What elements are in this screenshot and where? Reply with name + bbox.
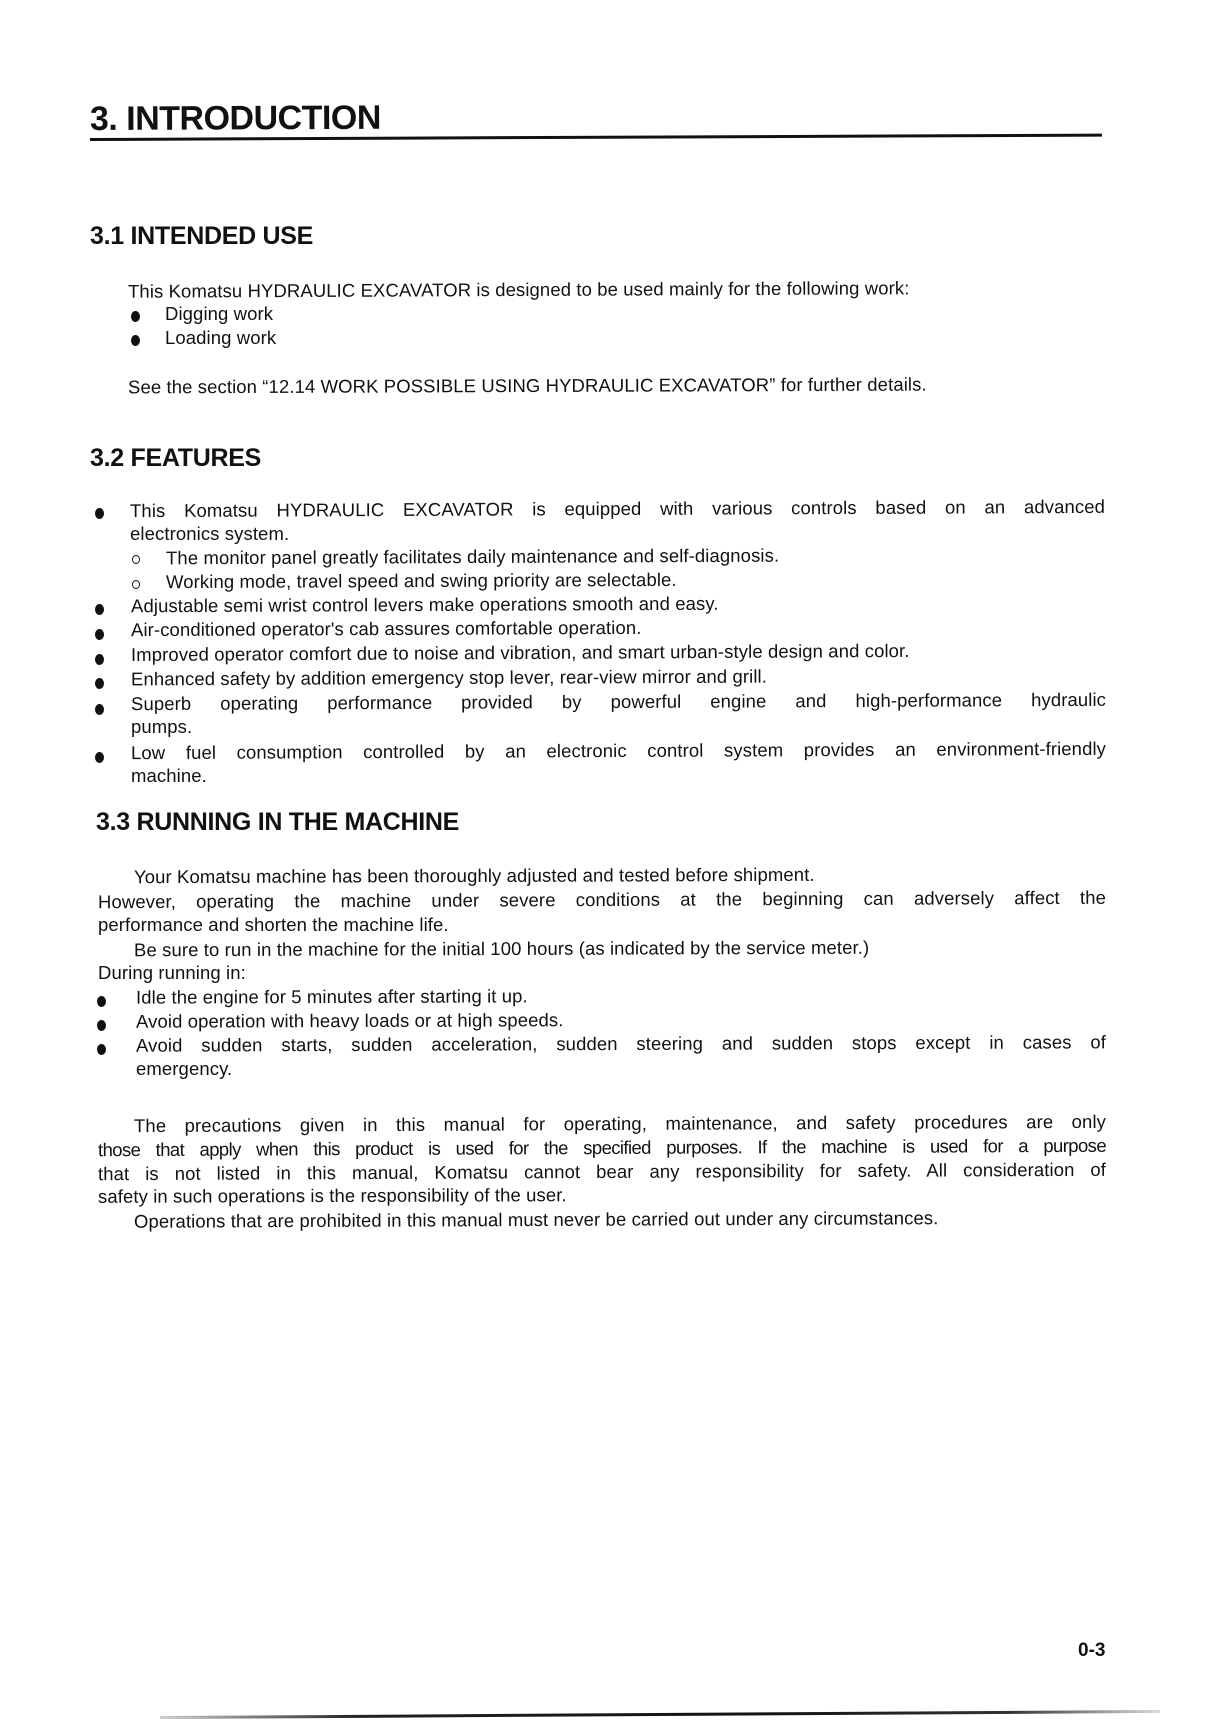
- feature-item-line: Superb operating performance provided by powerful engine and high-performance hydraulic: [130, 688, 1107, 715]
- feature-item-line: Adjustable semi wrist control levers make operations smooth and easy.: [130, 592, 719, 617]
- running-in-bullet: Avoid operation with heavy loads or at high speeds.: [135, 1009, 564, 1032]
- running-in-paragraph-line: During running in:: [98, 962, 246, 983]
- intended-use-reference: See the section “12.14 WORK POSSIBLE USING HYDRAULIC EXCAVATOR” for further details.: [127, 373, 927, 398]
- running-in-paragraph-line: performance and shorten the machine life.: [98, 914, 449, 935]
- running-in-bullet: emergency.: [136, 1058, 233, 1079]
- precautions-line: The precautions given in this manual for operating, maintenance, and safety procedures are only: [133, 1110, 1107, 1137]
- bullet-icon: [95, 678, 104, 689]
- feature-item-line: pumps.: [131, 716, 193, 737]
- running-in-bullet: Idle the engine for 5 minutes after starting it up.: [135, 985, 528, 1008]
- bullet-icon: [131, 335, 140, 346]
- bullet-icon: [97, 1020, 106, 1031]
- feature-item-line: electronics system.: [130, 523, 290, 544]
- feature-item-line: Low fuel consumption controlled by an electronic control system provides an environment-friendly: [130, 737, 1107, 764]
- sub-bullet-icon: [132, 580, 140, 589]
- bullet-icon: [95, 704, 104, 715]
- section-heading-features: 3.2 FEATURES: [90, 444, 261, 472]
- running-in-paragraph-line: Your Komatsu machine has been thoroughly adjusted and tested before shipment.: [133, 863, 815, 888]
- precautions-line: safety in such operations is the responsibility of the user.: [97, 1184, 567, 1207]
- chapter-title: 3. INTRODUCTION: [90, 96, 1102, 141]
- running-in-bullet: Avoid sudden starts, sudden acceleration, sudden steering and sudden stops except in cases of: [135, 1031, 1107, 1056]
- bullet-icon: [95, 629, 104, 640]
- precautions-line: those that apply when this product is used for the specified purposes. If the machine is used for a purpose: [97, 1134, 1107, 1161]
- intended-use-intro: This Komatsu HYDRAULIC EXCAVATOR is designed to be used mainly for the following work:: [127, 277, 910, 302]
- running-in-paragraph-line: However, operating the machine under severe conditions at the beginning can adversely affect the: [97, 886, 1107, 913]
- intended-use-bullet: Loading work: [165, 327, 277, 348]
- feature-item-line: Air-conditioned operator's cab assures comfortable operation.: [130, 616, 642, 641]
- bullet-icon: [97, 996, 106, 1007]
- bullet-icon: [95, 604, 104, 615]
- feature-sub-item: The monitor panel greatly facilitates daily maintenance and self-diagnosis.: [165, 544, 780, 569]
- intended-use-bullet: Digging work: [165, 303, 274, 324]
- bullet-icon: [97, 1044, 106, 1055]
- feature-item-line: Enhanced safety by addition emergency stop lever, rear-view mirror and grill.: [130, 665, 768, 690]
- feature-sub-item: Working mode, travel speed and swing priority are selectable.: [165, 568, 677, 593]
- page-number: 0-3: [1078, 1640, 1106, 1661]
- footer-rule: [160, 1710, 1160, 1719]
- prohibited-operations-note: Operations that are prohibited in this manual must never be carried out under any circumstances.: [133, 1207, 939, 1232]
- running-in-paragraph-line: Be sure to run in the machine for the initial 100 hours (as indicated by the service meter.): [133, 936, 870, 961]
- feature-item-line: Improved operator comfort due to noise and vibration, and smart urban-style design and color.: [130, 639, 910, 666]
- bullet-icon: [95, 752, 104, 763]
- sub-bullet-icon: [132, 555, 140, 564]
- section-heading-running-in: 3.3 RUNNING IN THE MACHINE: [96, 808, 460, 836]
- section-heading-intended-use: 3.1 INTENDED USE: [90, 222, 314, 250]
- bullet-icon: [131, 311, 140, 322]
- feature-item-line: This Komatsu HYDRAULIC EXCAVATOR is equipped with various controls based on an advanced: [129, 495, 1106, 522]
- precautions-line: that is not listed in this manual, Komatsu cannot bear any responsibility for safety. All consideration of: [97, 1158, 1107, 1185]
- bullet-icon: [95, 654, 104, 665]
- bullet-icon: [95, 508, 104, 519]
- feature-item-line: machine.: [131, 765, 207, 786]
